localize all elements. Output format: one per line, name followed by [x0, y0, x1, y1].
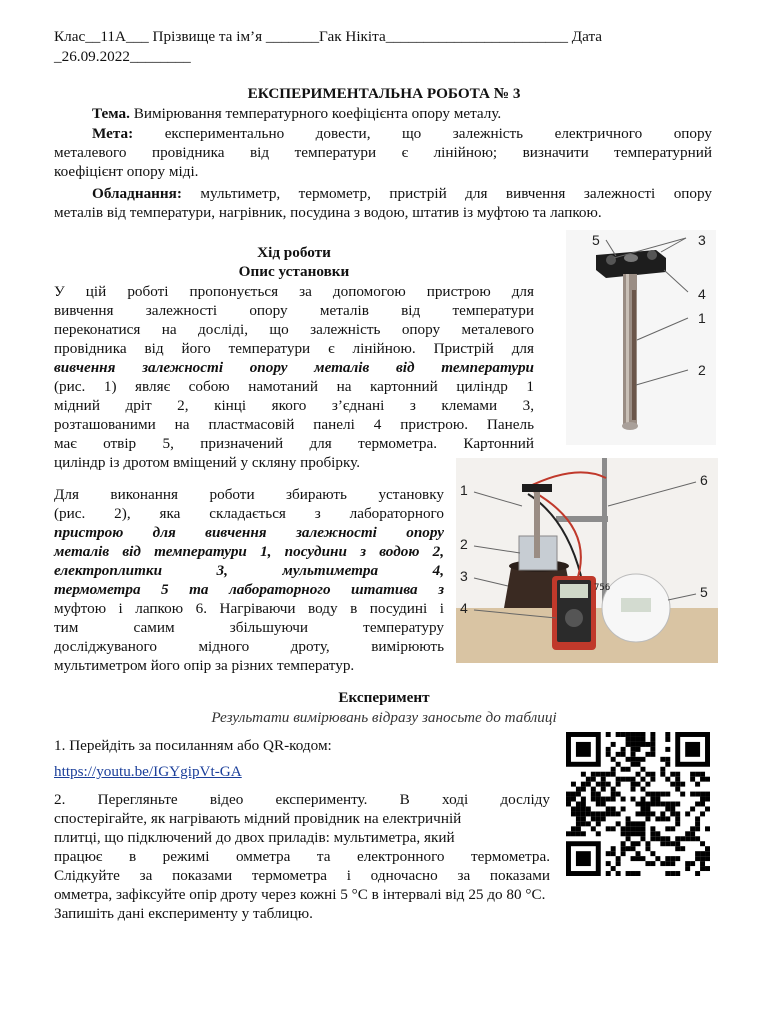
assembly-line-4: металів від температури 1, посудини з водою 2, — [54, 543, 444, 560]
assembly-line-7: муфтою і лапкою 6. Нагріваючи воду в посудині і — [54, 600, 444, 617]
setup-line-2: вивчення залежності опору металів від температури — [54, 302, 534, 319]
setup-line-8: розташованими на пластмасовій панелі 4 пристрою. Панель — [54, 416, 534, 433]
fig1-label-2: 2 — [698, 362, 706, 378]
header-class-line: Клас__11А___ Прізвище та ім’я _______Гак Нікіта________________________ Дата — [54, 28, 603, 45]
assembly-line-3: пристрою для вивчення залежності опору — [54, 524, 444, 541]
tema-label: Тема. — [92, 105, 130, 122]
fig2-label-1: 1 — [460, 482, 468, 498]
equipment-line-2: металів від температури, нагрівник, посудина з водою, штатив із муфтою та лапкою. — [54, 204, 602, 221]
assembly-line-5: електроплитки 3, мультиметра 4, — [54, 562, 444, 579]
step-2-line-1: 2. Перегляньте відео експерименту. В ході досліду — [54, 791, 550, 808]
step-2-line-7: Запишіть дані експерименту у таблицю. — [54, 905, 313, 922]
setup-line-3: переконатися на досліді, що залежність опору металевого — [54, 321, 534, 338]
meta-line-2: металевого провідника від температури є лінійною; визначити температурний — [54, 144, 712, 161]
assembly-line-6: термометра 5 та лабораторного штатива з — [54, 581, 444, 598]
step-2-line-5: Слідкуйте за показами термометра і одночасно за показами — [54, 867, 550, 884]
fig1-label-1: 1 — [698, 310, 706, 326]
procedure-heading: Хід роботи — [257, 244, 331, 261]
step-2-line-4: працює в режимі омметра та електронного термометра. — [54, 848, 550, 865]
setup-heading: Опис установки — [238, 263, 350, 280]
fig2-label-3: 3 — [460, 568, 468, 584]
fig1-label-3: 3 — [698, 232, 706, 248]
setup-line-9: має отвір 5, призначений для термометра. Картонний — [54, 435, 534, 452]
fig2-label-6: 6 — [700, 472, 708, 488]
equipment-line-1: Обладнання: мультиметр, термометр, пристрій для вивчення залежності опору — [92, 185, 713, 202]
tema — [92, 104, 501, 123]
experiment-subtitle: Результати вимірювань відразу заносьте до таблиці — [211, 709, 557, 726]
assembly-line-2: (рис. 2), яка складається з лабораторного — [54, 505, 444, 522]
setup-line-7: мідний дріт 2, кінці якого з’єднані з клемами 3, — [54, 397, 534, 414]
figure-2-setup — [456, 458, 718, 663]
fig1-label-4: 4 — [698, 286, 706, 302]
video-link[interactable]: https://youtu.be/IGYgipVt-GA — [54, 763, 242, 780]
step-2-line-6: омметра, зафіксуйте опір дроту через кожні 5 °С в інтервалі від 25 до 80 °С. — [54, 886, 546, 903]
fig2-label-4: 4 — [460, 600, 468, 616]
step-1: 1. Перейдіть за посиланням або QR-кодом: — [54, 737, 332, 754]
tema-text: Вимірювання температурного коефіцієнта опору металу. — [133, 105, 502, 122]
assembly-line-1: Для виконання роботи збирають установку — [54, 486, 444, 503]
header-date-line: _26.09.2022________ — [54, 48, 191, 65]
setup-line-6: (рис. 1) являє собою намотаний на картонний циліндр 1 — [54, 378, 534, 395]
fig2-label-5: 5 — [700, 584, 708, 600]
figure-1-device — [566, 230, 716, 445]
assembly-line-8: тим самим збільшуючи температуру — [54, 619, 444, 636]
fig2-label-2: 2 — [460, 536, 468, 552]
meta-label: Мета: — [92, 125, 134, 142]
fig1-label-5: 5 — [592, 232, 600, 248]
step-2-line-3: плитці, що підключений до двох приладів: мультиметра, який — [54, 829, 455, 846]
setup-line-4: провідника від його температури є лінійною. Пристрій для — [54, 340, 534, 357]
page-title: ЕКСПЕРИМЕНТАЛЬНА РОБОТА № 3 — [247, 85, 521, 102]
equipment-label: Обладнання: — [92, 185, 182, 202]
setup-line-10: циліндр із дротом вміщений у скляну пробірку. — [54, 454, 361, 471]
setup-drawing — [456, 458, 718, 663]
meta-line-3: коефіцієнт опору міді. — [54, 163, 199, 180]
video-link-wrap — [54, 762, 242, 781]
experiment-heading: Експеримент — [338, 689, 430, 706]
setup-line-5: вивчення залежності опору металів від температури — [54, 359, 534, 376]
assembly-line-10: мультиметром його опір за різних температур. — [54, 657, 355, 674]
qr-code-image — [566, 732, 710, 876]
qr-code[interactable] — [566, 732, 710, 876]
meta-line-1: Мета: експериментально довести, що залежність електричного опору — [92, 125, 712, 142]
setup-line-1: У цій роботі пропонується за допомогою пристрою для — [54, 283, 534, 300]
device-drawing — [566, 230, 716, 445]
step-2-line-2: спостерігайте, як нагрівають мідний провідник на електричній — [54, 810, 462, 827]
multimeter-display: 756 — [594, 583, 611, 593]
assembly-line-9: досліджуваного мідного дроту, вимірюють — [54, 638, 444, 655]
